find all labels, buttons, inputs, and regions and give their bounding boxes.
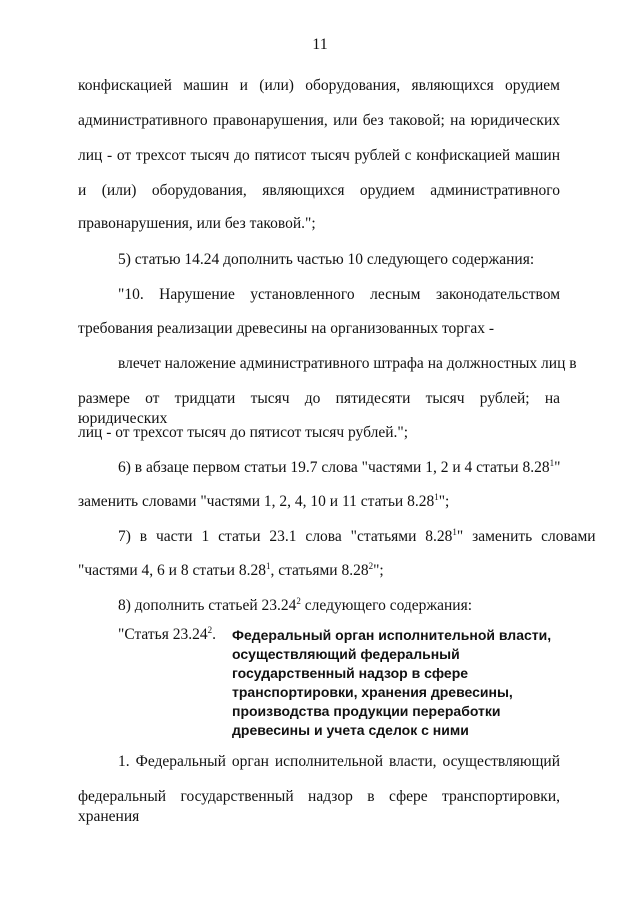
article-title [232, 626, 552, 740]
article-title-line: древесины и учета сделок с ними [232, 722, 469, 738]
amendment-item-6-continuation: заменить словами "частями 1, 2, 4, 10 и 11 статьи 8.28$^1$"; [78, 491, 450, 510]
amendment-item-6: 6) в абзаце первом статьи 19.7 слова "частями 1, 2 и 4 статьи 8.28$^1$" [118, 457, 561, 476]
article-title-line: производства продукции переработки [232, 703, 501, 719]
amendment-item-7-continuation: "частями 4, 6 и 8 статьи 8.28$^1$, статьями 8.28$^2$"; [78, 560, 384, 579]
paragraph-line: правонарушения, или без таковой."; [78, 215, 316, 232]
article-title-line: Федеральный орган исполнительной власти, [232, 627, 552, 643]
amendment-item-7: 7) в части 1 статьи 23.1 слова "статьями 8.28$^1$" заменить словами [118, 526, 596, 545]
article-paragraph-line: 1. Федеральный орган исполнительной власти, осуществляющий [118, 753, 560, 770]
article-paragraph-line: федеральный государственный надзор в сфере транспортировки, хранения [78, 788, 560, 825]
article-title-line: транспортировки, хранения древесины, [232, 684, 513, 700]
quoted-paragraph-line: влечет наложение административного штрафа на должностных лиц в [118, 355, 577, 372]
amendment-item-5: 5) статью 14.24 дополнить частью 10 следующего содержания: [118, 251, 535, 268]
paragraph-line: конфискацией машин и (или) оборудования, являющихся орудием [78, 77, 560, 94]
article-title-line: осуществляющий федеральный [232, 646, 460, 662]
page-number: 11 [312, 36, 328, 53]
paragraph-line: и (или) оборудования, являющихся орудием административного [78, 182, 560, 199]
amendment-item-8: 8) дополнить статьей 23.24$^2$ следующего содержания: [118, 595, 473, 614]
quoted-paragraph-line: размере от тридцати тысяч до пятидесяти тысяч рублей; на юридических [78, 390, 560, 427]
paragraph-line: лиц - от трехсот тысяч до пятисот тысяч рублей с конфискацией машин [78, 147, 560, 164]
paragraph-line: административного правонарушения, или без таковой; на юридических [78, 112, 560, 129]
quoted-paragraph-line: лиц - от трехсот тысяч до пятисот тысяч рублей."; [78, 424, 409, 441]
quoted-paragraph-line: требования реализации древесины на организованных торгах - [78, 320, 495, 337]
article-title-line: государственный надзор в сфере [232, 665, 469, 681]
article-label: "Статья 23.24$^2$. [118, 624, 216, 643]
quoted-paragraph-line: "10. Нарушение установленного лесным законодательством [118, 286, 560, 303]
